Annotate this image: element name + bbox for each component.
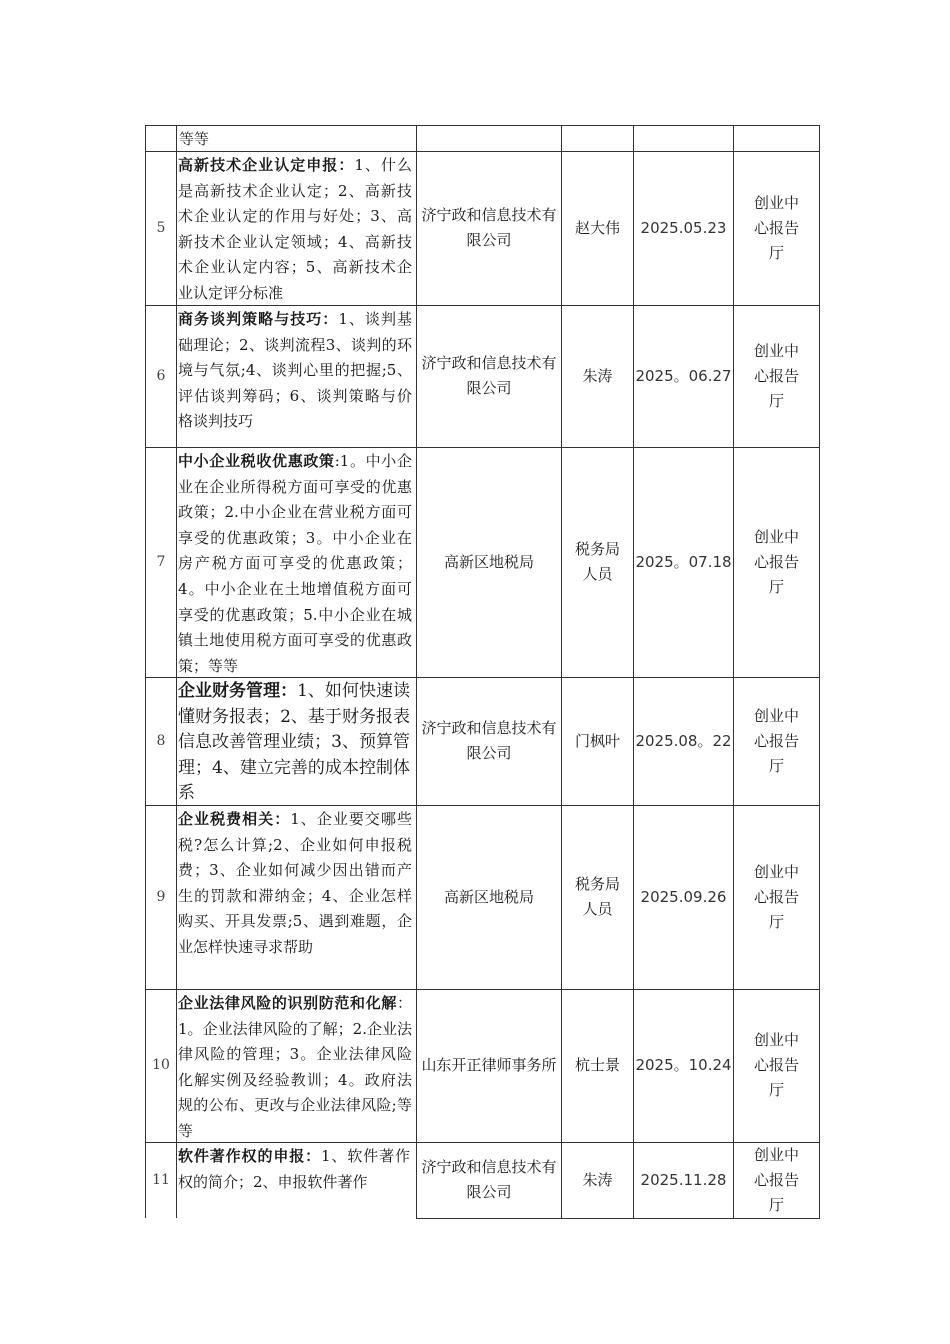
row-number: 6 xyxy=(156,367,166,384)
date: 2025.08。22 xyxy=(635,731,732,750)
speaker: 朱涛 xyxy=(582,366,613,385)
venue: 创业中心报告厅 xyxy=(753,706,799,775)
venue: 创业中心报告厅 xyxy=(753,1031,799,1099)
topic-body: 1、什么是高新技术企业认定；2、高新技术企业认定的作用与好处；3、高新技术企业认定领域；4、高新技术企业认定内容；5、高新技术企业认定评分标准 xyxy=(178,156,412,302)
row-number: 11 xyxy=(152,1171,170,1188)
row-number: 5 xyxy=(156,219,166,236)
topic-title: 企业税费相关： xyxy=(178,810,291,828)
speaker: 朱涛 xyxy=(582,1170,613,1189)
column-divider xyxy=(819,125,820,1218)
topic-cell xyxy=(178,991,412,1145)
topic-cell xyxy=(178,153,412,307)
row-number: 10 xyxy=(152,1057,170,1073)
date: 2025。10.24 xyxy=(635,1056,732,1074)
topic-cell xyxy=(178,807,412,961)
date: 2025.11.28 xyxy=(640,1170,727,1189)
venue: 创业中心报告厅 xyxy=(753,1145,799,1214)
date: 2025。07.18 xyxy=(635,552,732,571)
speaker: 杭士景 xyxy=(574,1056,620,1074)
topic-body: :1。中小企业在企业所得税方面可享受的优惠政策；2.中小企业在营业税方面可享受的优惠政策；3。中小企业在房产税方面可享受的优惠政策；4。中小企业在土地增值税方面可享受的优惠政策；5.中小企业在城镇土地使用税方面可享受的优惠政策；等等 xyxy=(178,452,412,675)
continuation-text: 等等 xyxy=(179,130,210,148)
venue: 创业中心报告厅 xyxy=(753,862,799,931)
speaker: 门枫叶 xyxy=(574,731,620,750)
organizer: 济宁政和信息技术有限公司 xyxy=(421,719,557,762)
organizer: 高新区地税局 xyxy=(443,887,534,906)
topic-title: 软件著作权的申报： xyxy=(178,1147,321,1165)
row-number: 9 xyxy=(156,888,166,905)
row-divider xyxy=(416,1218,820,1219)
speaker: 税务局人员 xyxy=(574,540,620,583)
column-divider xyxy=(176,125,177,1218)
topic-body: ：1。企业法律风险的了解；2.企业法律风险的管理；3。企业法律风险化解实例及经验教训；4。政府法规的公布、更改与企业法律风险;等等 xyxy=(178,994,412,1140)
topic-title: 高新技术企业认定申报： xyxy=(178,156,355,174)
organizer: 济宁政和信息技术有限公司 xyxy=(421,354,557,397)
organizer: 高新区地税局 xyxy=(443,552,534,571)
date: 2025.09.26 xyxy=(640,887,727,906)
topic-body: 1、企业要交哪些税?怎么计算;2、企业如何申报税费；3、企业如何减少因出错而产生的罚款和滞纳金；4、企业怎样购买、开具发票;5、遇到难题，企业怎样快速寻求帮助 xyxy=(178,810,412,956)
organizer: 山东开正律师事务所 xyxy=(421,1056,557,1074)
topic-title: 企业法律风险的识别防范和化解 xyxy=(178,994,397,1012)
topic-body: 1、谈判基础理论；2、谈判流程3、谈判的环境与气氛;4、谈判心里的把握;5、评估谈判筹码；6、谈判策略与价格谈判技巧 xyxy=(178,310,412,431)
organizer: 济宁政和信息技术有限公司 xyxy=(421,1158,557,1201)
date: 2025.05.23 xyxy=(640,218,727,237)
row-number: 8 xyxy=(156,732,166,749)
organizer: 济宁政和信息技术有限公司 xyxy=(421,206,557,249)
venue: 创业中心报告厅 xyxy=(753,341,799,410)
topic-cell xyxy=(178,307,412,435)
topic-cell xyxy=(178,449,412,679)
topic-title: 商务谈判策略与技巧： xyxy=(178,310,339,328)
speaker: 税务局人员 xyxy=(574,875,620,918)
date: 2025。06.27 xyxy=(635,366,732,385)
topic-body: 1、软件著作权的简介；2、申报软件著作 xyxy=(178,1147,410,1191)
topic-body: 1、如何快速读懂财务报表；2、基于财务报表信息改善管理业绩；3、预算管理；4、建立完善的成本控制体系 xyxy=(178,681,410,804)
row-number: 7 xyxy=(156,553,166,570)
venue: 创业中心报告厅 xyxy=(753,527,799,596)
speaker: 赵大伟 xyxy=(574,218,620,237)
topic-cell xyxy=(178,679,410,807)
venue: 创业中心报告厅 xyxy=(753,193,799,262)
row-divider xyxy=(145,125,820,126)
topic-cell xyxy=(178,1144,410,1195)
topic-title: 企业财务管理： xyxy=(178,681,298,701)
topic-title: 中小企业税收优惠政策 xyxy=(178,452,335,470)
